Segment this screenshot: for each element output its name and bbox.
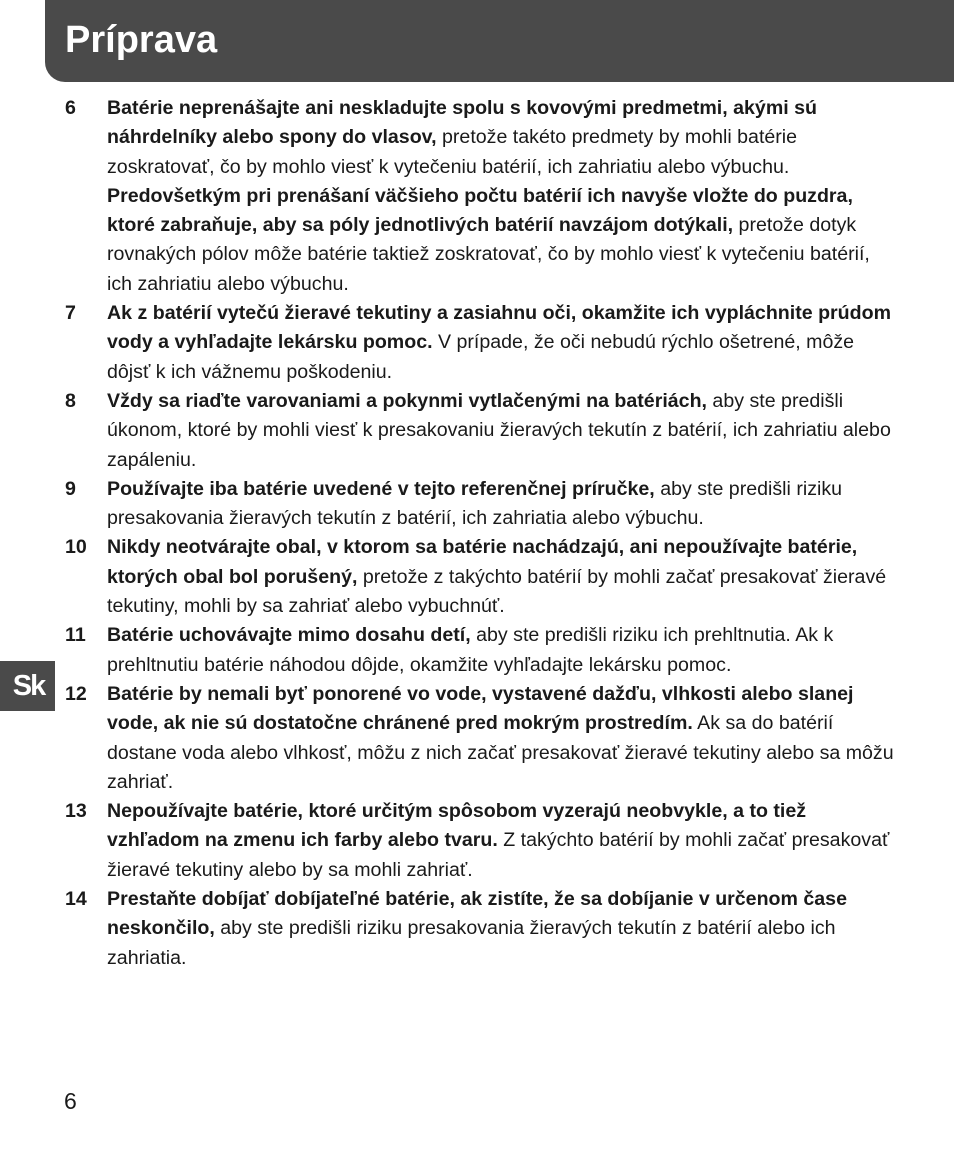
- list-item: [0, 387, 897, 475]
- list-item: [0, 533, 897, 621]
- item-number: 8: [65, 389, 76, 412]
- item-number: 14: [65, 888, 87, 911]
- item-emphasis-text: Nikdy neotvárajte obal, v ktorom sa batérie nachádzajú, ani nepoužívajte batérie, ktorých obal bol porušený,: [107, 536, 858, 588]
- item-emphasis-text: Prestaňte dobíjať dobíjateľné batérie, ak zistíte, že sa dobíjanie v určenom čase neskončilo,: [107, 888, 847, 940]
- item-emphasis-text: Vždy sa riaďte varovaniami a pokynmi vytlačenými na batériách,: [107, 389, 707, 412]
- item-number: 6: [65, 97, 76, 119]
- list-item: [0, 299, 897, 387]
- list-item: [0, 797, 897, 885]
- item-number: 7: [65, 302, 76, 325]
- item-text: [107, 390, 891, 471]
- item-emphasis-text: Batérie by nemali byť ponorené vo vode, vystavené dažďu, vlhkosti alebo slanej vode, ak nie sú dostatočne chránené pred mokrým prostredím.: [107, 682, 854, 735]
- item-text: [107, 683, 894, 793]
- list-item: [0, 475, 897, 534]
- item-number: 13: [65, 800, 87, 823]
- item-emphasis-text: Používajte iba batérie uvedené v tejto referenčnej príručke,: [107, 477, 655, 500]
- item-body-text: pretože dotyk rovnakých pólov môže batérie taktiež zoskratovať, čo by mohlo viesť k vytečeniu batérií, ich zahriatiu alebo výbuchu.: [107, 214, 870, 295]
- item-emphasis-text: Batérie uchovávajte mimo dosahu detí,: [107, 624, 471, 647]
- header-bar: [45, 0, 954, 82]
- item-body-text: pretože takéto predmety by mohli batérie zoskratovať, čo by mohlo viesť k vytečeniu batérií, ich zahriatiu alebo výbuchu.: [107, 126, 798, 178]
- item-emphasis-text: Ak z batérií vytečú žieravé tekutiny a zasiahnu oči, okamžite ich vypláchnite prúdom vody a vyhľadajte lekársku pomoc.: [107, 302, 891, 354]
- item-text: [107, 478, 842, 529]
- page-title: Príprava: [65, 19, 218, 61]
- item-body-text: V prípade, že oči nebudú rýchlo ošetrené, môže dôjsť k ich vážnemu poškodeniu.: [107, 331, 855, 383]
- item-emphasis-text: Nepoužívajte batérie, ktoré určitým spôsobom vyzerajú neobvykle, a to tiež vzhľadom na zmenu ich farby alebo tvaru.: [107, 800, 807, 852]
- item-emphasis-text: Predovšetkým pri prenášaní väčšieho počtu batérií ich navyše vložte do puzdra, ktoré zabraňuje, aby sa póly jednotlivých batérií navzájom dotýkali,: [107, 184, 853, 237]
- list-item: [0, 885, 897, 973]
- item-text: [107, 97, 870, 295]
- item-body-text: Z takýchto batérií by mohli začať presakovať žieravé tekutiny alebo by sa mohli zahriať.: [107, 829, 890, 881]
- item-number: 12: [65, 682, 87, 705]
- item-text: [107, 302, 891, 383]
- item-number: 9: [65, 477, 76, 500]
- safety-items-list: [0, 94, 954, 973]
- item-body-text: pretože z takýchto batérií by mohli začať presakovať žieravé tekutiny, mohli by sa zahriať alebo vybuchnúť.: [107, 565, 887, 618]
- item-text: [107, 800, 889, 881]
- item-body-text: Ak sa do batérií dostane voda alebo vlhkosť, môžu z nich začať presakovať žieravé tekutiny alebo sa môžu zahriať.: [107, 712, 894, 793]
- list-item: [0, 94, 897, 299]
- item-text: [107, 888, 847, 969]
- item-body-text: aby ste predišli riziku presakovania žieravých tekutín z batérií, ich zahriatia alebo výbuchu.: [107, 477, 843, 530]
- list-item: [0, 621, 897, 680]
- list-item: [0, 680, 897, 797]
- language-tab: Sk: [0, 661, 55, 711]
- item-body-text: aby ste predišli úkonom, ktoré by mohli viesť k presakovaniu žieravých tekutín z batérií, ich zahriatiu alebo zapáleniu.: [107, 389, 891, 471]
- item-number: 11: [65, 624, 86, 647]
- item-number: 10: [65, 536, 87, 559]
- page-number: 6: [64, 1088, 77, 1114]
- item-emphasis-text: Batérie neprenášajte ani neskladujte spolu s kovovými predmetmi, akými sú náhrdelníky alebo spony do vlasov,: [107, 97, 817, 149]
- item-text: [107, 624, 833, 675]
- item-text: [107, 536, 886, 617]
- item-body-text: aby ste predišli riziku presakovania žieravých tekutín z batérií alebo ich zahriatia.: [107, 917, 836, 969]
- item-body-text: aby ste predišli riziku ich prehltnutia. Ak k prehltnutiu batérie náhodou dôjde, okamžite vyhľadajte lekársku pomoc.: [107, 624, 834, 676]
